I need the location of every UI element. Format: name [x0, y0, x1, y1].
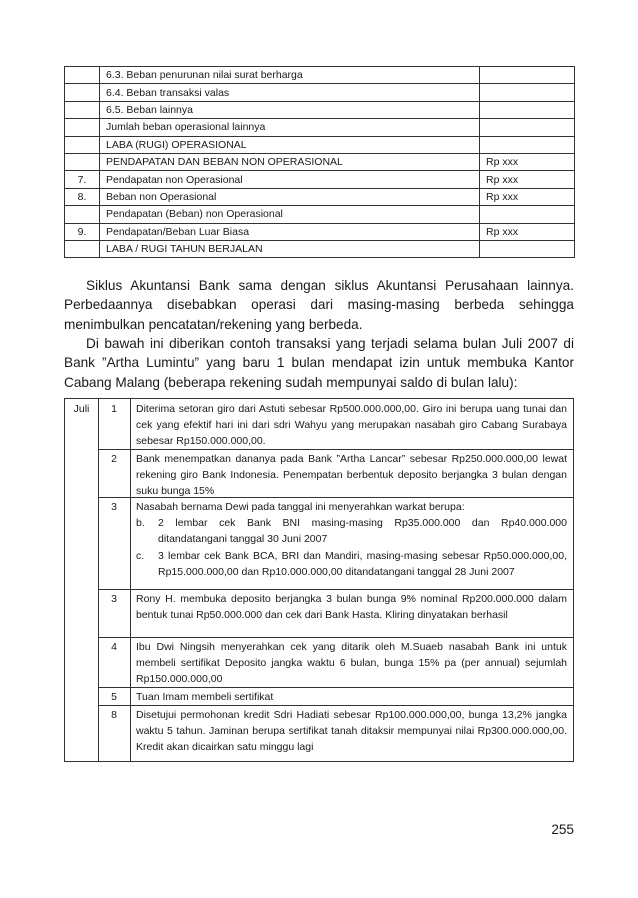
- transaction-day: 1: [111, 403, 117, 415]
- table-row: [65, 101, 575, 118]
- page-number: 255: [551, 822, 574, 837]
- row-amount: [480, 206, 575, 223]
- row-amount: Rp xxx: [480, 153, 575, 170]
- transaction-day: 4: [111, 641, 117, 653]
- row-amount: [480, 84, 575, 101]
- row-amount: [480, 67, 575, 84]
- paragraph-bank-cycle-text: Siklus Akuntansi Bank sama dengan siklus Akuntansi Perusahaan lainnya. Perbedaannya disebabkan operasi dari masing-masing berbeda sehingga menimbulkan pencatatan/rekening yang berbeda.: [64, 278, 574, 332]
- table-row: [65, 136, 575, 153]
- row-number: 8.: [65, 188, 100, 205]
- row-number: [65, 136, 100, 153]
- transaction-description: Rony H. membuka deposito berjangka 3 bulan bunga 9% nominal Rp200.000.000 dalam bentuk tunai Rp50.000.000 dan cek dari Bank Hasta. Kliring dinyatakan berhasil: [136, 593, 567, 622]
- row-item: 6.3. Beban penurunan nilai surat berharga: [100, 67, 480, 84]
- row-amount: [480, 240, 575, 257]
- transaction-description-text: Nasabah bernama Dewi pada tanggal ini menyerahkan warkat berupa:: [136, 501, 465, 513]
- row-item: LABA (RUGI) OPERASIONAL: [100, 136, 480, 153]
- check-list-item: [136, 515, 567, 547]
- row-item: 6.5. Beban lainnya: [100, 101, 480, 118]
- row-number: 7.: [65, 171, 100, 188]
- transaction-month: Juli: [73, 403, 90, 415]
- row-number: [65, 206, 100, 223]
- paragraph-transaction-intro: [64, 334, 574, 392]
- row-amount: [480, 119, 575, 136]
- transaction-day: 2: [111, 453, 117, 465]
- row-item: Pendapatan non Operasional: [100, 171, 480, 188]
- row-item: PENDAPATAN DAN BEBAN NON OPERASIONAL: [100, 153, 480, 170]
- list-marker: c.: [136, 549, 145, 562]
- row-number: [65, 67, 100, 84]
- paragraph-bank-cycle: [64, 276, 574, 334]
- row-amount: Rp xxx: [480, 188, 575, 205]
- transaction-row: [98, 589, 573, 637]
- income-statement-table: [64, 66, 575, 258]
- row-number: [65, 119, 100, 136]
- transaction-description: Ibu Dwi Ningsih menyerahkan cek yang ditarik oleh M.Suaeb nasabah Bank ini untuk membeli sertifikat Deposito jangka waktu 6 bulan, bunga 15% pa (per annual) sejumlah Rp150.000.000,00: [136, 641, 567, 686]
- transaction-row: [98, 637, 573, 687]
- table-row: [65, 188, 575, 205]
- table-row: [65, 206, 575, 223]
- transaction-description: Tuan Imam membeli sertifikat: [136, 691, 274, 703]
- row-number: [65, 153, 100, 170]
- row-number: 9.: [65, 223, 100, 240]
- row-item: Pendapatan (Beban) non Operasional: [100, 206, 480, 223]
- transaction-day: 3: [111, 501, 117, 513]
- transaction-description: Diterima setoran giro dari Astuti sebesar Rp500.000.000,00. Giro ini berupa uang tunai dan cek yang efektif hari ini dari sdri Wahyu yang merupakan nasabah giro Cabang Surabaya sebesar Rp150.000.000,00.: [136, 403, 567, 448]
- table-row: [65, 153, 575, 170]
- transactions-table: [64, 398, 574, 762]
- transaction-description: [136, 499, 567, 580]
- list-item-text: 2 lembar cek Bank BNI masing-masing Rp35.000.000 dan Rp40.000.000 ditandatangani tanggal 30 Juni 2007: [158, 517, 567, 546]
- table-row: [65, 223, 575, 240]
- transaction-row: [98, 497, 573, 589]
- row-amount: Rp xxx: [480, 171, 575, 188]
- row-amount: Rp xxx: [480, 223, 575, 240]
- transaction-day: 5: [111, 691, 117, 703]
- transaction-day: 8: [111, 709, 117, 721]
- table-row: [65, 67, 575, 84]
- check-list-item: [136, 548, 567, 580]
- transaction-row: [98, 399, 573, 449]
- row-number: [65, 240, 100, 257]
- paragraph-transaction-intro-text: Di bawah ini diberikan contoh transaksi yang terjadi selama bulan Juli 2007 di Bank ”Artha Lumintu” yang baru 1 bulan mendapat izin untuk membuka Kantor Cabang Malang (beberapa rekening sudah mempunyai saldo di bulan lalu):: [64, 336, 574, 390]
- row-item: LABA / RUGI TAHUN BERJALAN: [100, 240, 480, 257]
- row-number: [65, 84, 100, 101]
- row-item: Beban non Operasional: [100, 188, 480, 205]
- row-item: Pendapatan/Beban Luar Biasa: [100, 223, 480, 240]
- table-row: [65, 119, 575, 136]
- row-amount: [480, 101, 575, 118]
- row-amount: [480, 136, 575, 153]
- table-row: [65, 84, 575, 101]
- row-item: Jumlah beban operasional lainnya: [100, 119, 480, 136]
- list-marker: b.: [136, 517, 145, 530]
- table-row: [65, 171, 575, 188]
- row-item: 6.4. Beban transaksi valas: [100, 84, 480, 101]
- transaction-description: Disetujui permohonan kredit Sdri Hadiati sebesar Rp100.000.000,00, bunga 13,2% jangka waktu 5 tahun. Jaminan berupa sertifikat tanah ditaksir mempunyai nilai Rp300.000.000,00. Kredit akan dicairkan satu minggu lagi: [136, 709, 567, 754]
- row-number: [65, 101, 100, 118]
- transaction-description: Bank menempatkan dananya pada Bank ”Artha Lancar” sebesar Rp250.000.000,00 lewat rekening giro Bank Indonesia. Penempatan berbentuk deposito berjangka 3 bulan dengan suku bunga 15%: [136, 453, 567, 498]
- transaction-row: [98, 705, 573, 761]
- transaction-day: 3: [111, 593, 117, 605]
- list-item-text: 3 lembar cek Bank BCA, BRI dan Mandiri, masing-masing sebesar Rp50.000.000,00, Rp15.000.000,00 dan Rp10.000.000,00 ditandatangani tanggal 28 Juni 2007: [158, 549, 567, 578]
- transaction-row: [98, 687, 573, 705]
- table-row: [65, 240, 575, 257]
- transaction-row: [98, 449, 573, 497]
